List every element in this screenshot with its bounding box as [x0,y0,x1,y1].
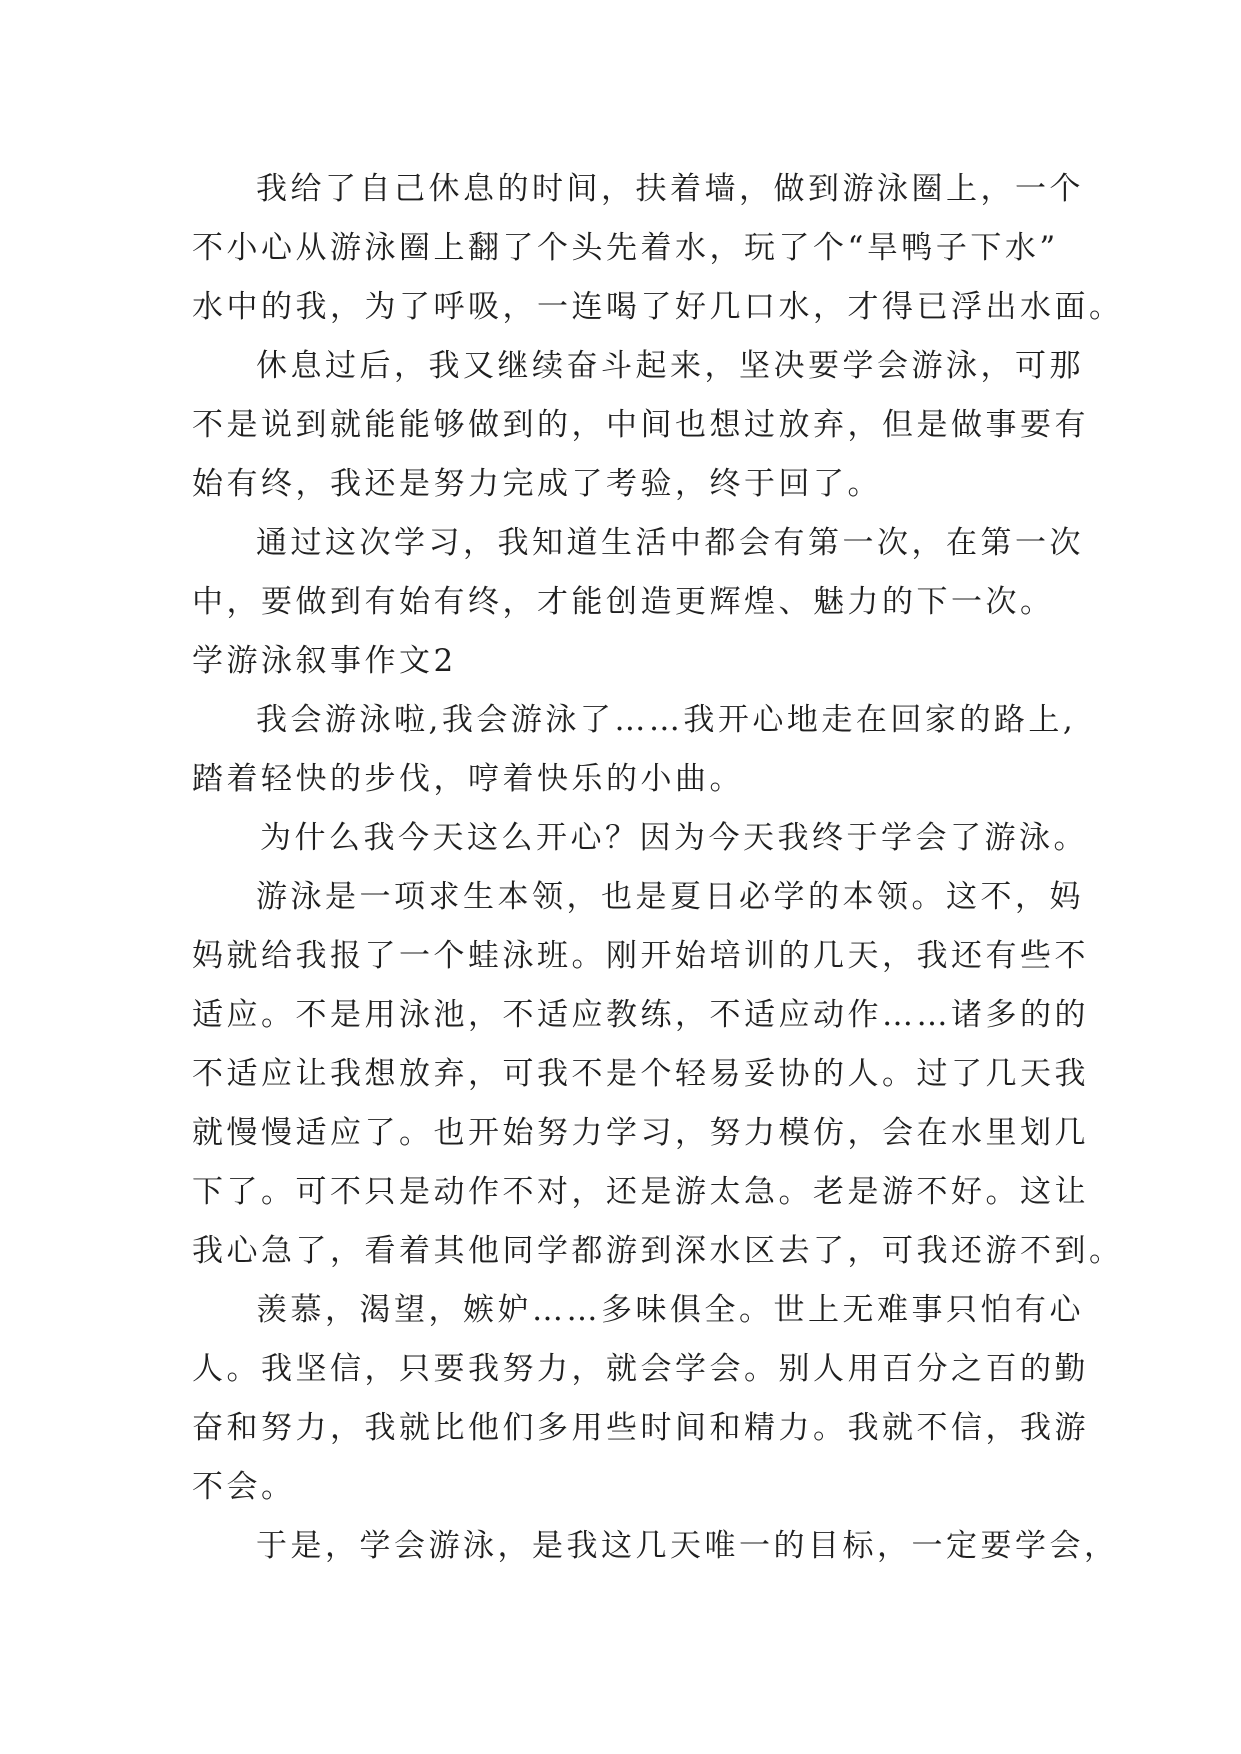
document-body [192,160,1124,1576]
text-line: 下了。可不只是动作不对，还是游太急。老是游不好。这让 [192,1174,1089,1210]
text-line: 不会。 [192,1469,296,1505]
text-line: 不小心从游泳圈上翻了个头先着水，玩了个“旱鸭子下水” [192,230,1059,266]
text-line: 为什么我今天这么开心？因为今天我终于学会了游泳。 [260,820,1088,856]
text-line: 不是说到就能能够做到的，中间也想过放弃，但是做事要有 [192,407,1089,443]
text-line: 我心急了，看着其他同学都游到深水区去了，可我还游不到。 [192,1233,1124,1269]
text-line: 妈就给我报了一个蛙泳班。刚开始培训的几天，我还有些不 [192,938,1089,974]
text-line: 奋和努力，我就比他们多用些时间和精力。我就不信，我游 [192,1410,1089,1446]
text-line: 水中的我，为了呼吸，一连喝了好几口水，才得已浮出水面。 [192,289,1124,325]
text-line: 踏着轻快的步伐，哼着快乐的小曲。 [192,761,744,797]
text-line: 就慢慢适应了。也开始努力学习，努力模仿，会在水里划几 [192,1115,1089,1151]
text-line: 通过这次学习，我知道生活中都会有第一次，在第一次 [256,525,1084,561]
text-line: 我给了自己休息的时间，扶着墙，做到游泳圈上，一个 [256,171,1084,207]
text-line: 游泳是一项求生本领，也是夏日必学的本领。这不，妈 [256,879,1084,915]
section-heading: 学游泳叙事作文2 [192,643,457,679]
text-line: 我会游泳啦,我会游泳了……我开心地走在回家的路上, [256,702,1077,738]
text-line: 不适应让我想放弃，可我不是个轻易妥协的人。过了几天我 [192,1056,1089,1092]
text-line: 人。我坚信，只要我努力，就会学会。别人用百分之百的勤 [192,1351,1089,1387]
text-line: 中，要做到有始有终，才能创造更辉煌、魅力的下一次。 [192,584,1055,620]
text-line: 羡慕，渴望，嫉妒……多味俱全。世上无难事只怕有心 [256,1292,1084,1328]
text-line: 休息过后，我又继续奋斗起来，坚决要学会游泳，可那 [256,348,1084,384]
text-line: 适应。不是用泳池，不适应教练，不适应动作……诸多的的 [192,997,1089,1033]
text-line: 于是，学会游泳，是我这几天唯一的目标，一定要学会， [256,1528,1119,1564]
text-line: 始有终，我还是努力完成了考验，终于回了。 [192,466,882,502]
